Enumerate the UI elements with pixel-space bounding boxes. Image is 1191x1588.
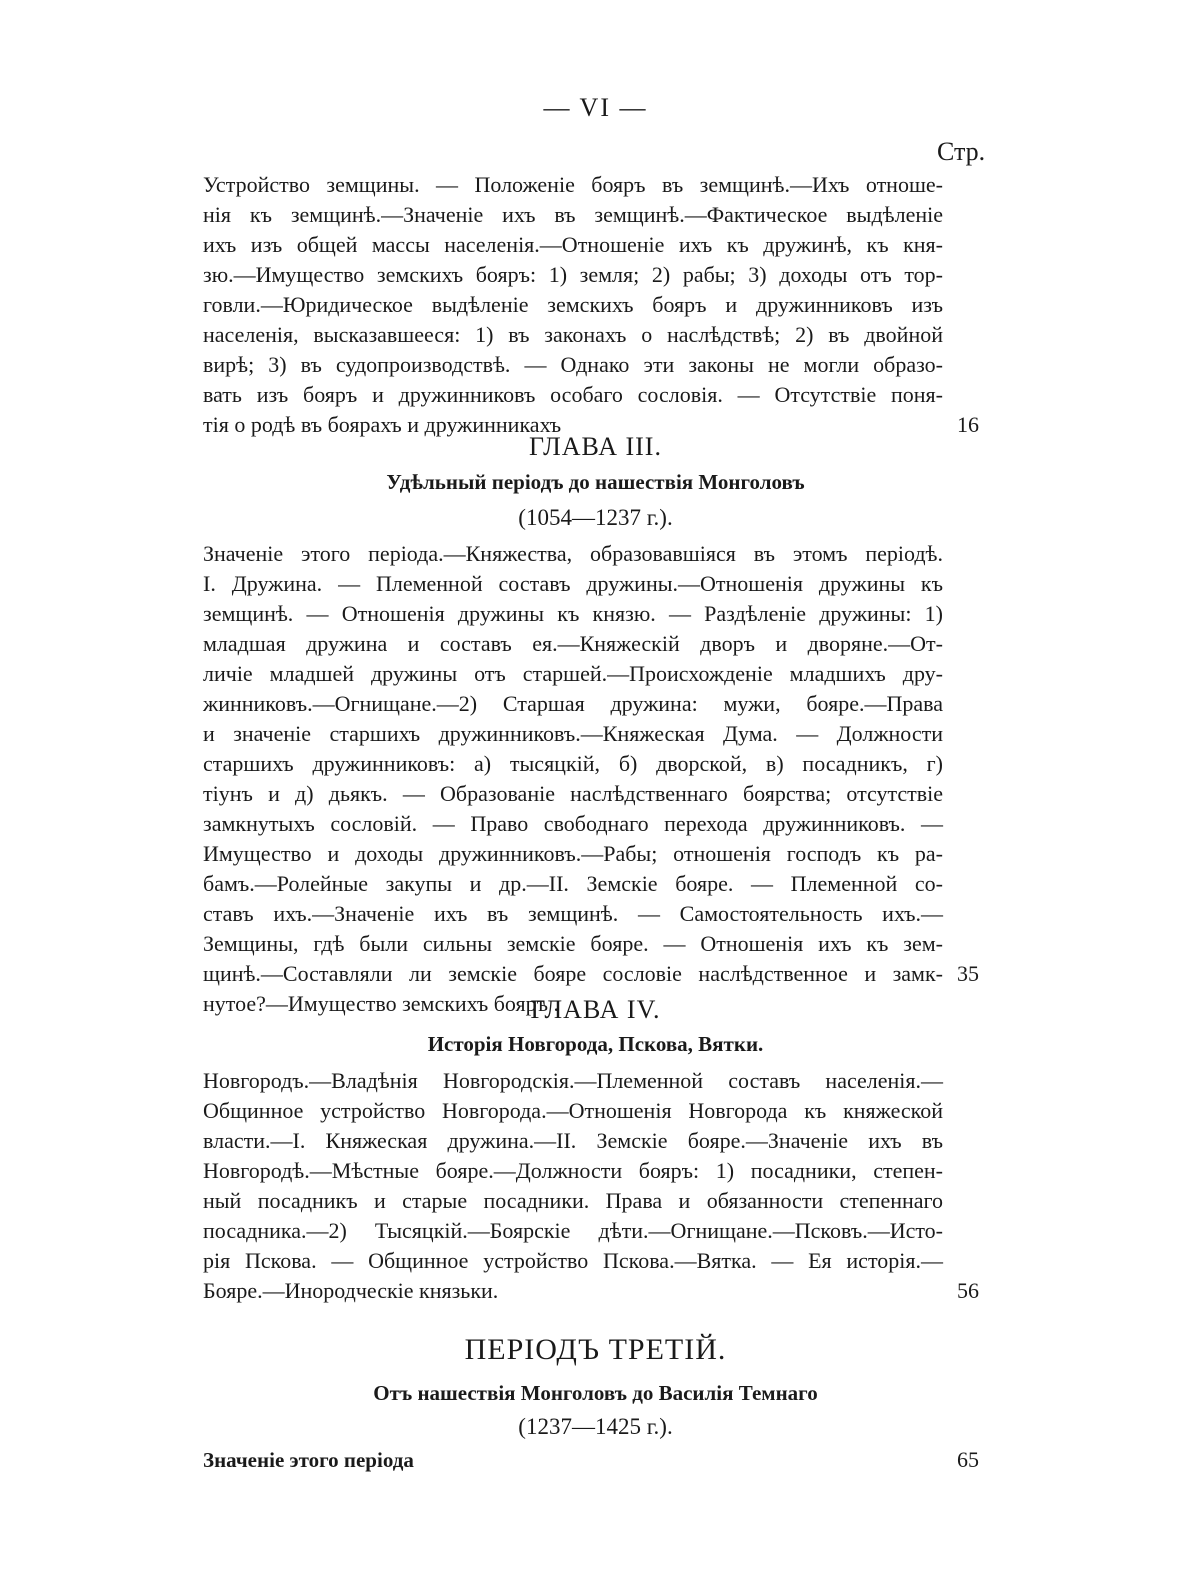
text-line: населенія, высказавшееся: 1) въ законахъ о наслѣдствѣ; 2) въ двойной [203,322,943,347]
text-line: зю.—Имущество земскихъ бояръ: 1) земля; 2) рабы; 3) доходы отъ тор- [203,262,943,287]
page-number: — VI — [543,93,648,122]
period3-page-ref: 65 [957,1447,979,1472]
chapter4-text [203,1066,943,1306]
period3-title: ПЕРІОДЪ ТРЕТІЙ. [464,1333,727,1366]
text-line: Новгородѣ.—Мѣстные бояре.—Должности бояръ: 1) посадники, степен- [203,1158,943,1183]
text-line: Земщины, гдѣ были сильны земскіе бояре. — Отношенія ихъ къ зем- [203,931,943,956]
text-line: Устройство земщины. — Положеніе бояръ въ земщинѣ.—Ихъ отноше- [203,172,943,197]
text-line: Значеніе этого періода [203,1448,414,1472]
text-line: нутое?—Имущество земскихъ бояръ . [203,991,559,1016]
chapter4-title: ГЛАВА IV. [530,995,661,1024]
chapter3-text [203,539,943,1019]
text-line: Общинное устройство Новгорода.—Отношенія Новгорода къ княжеской [203,1098,943,1123]
text-line: посадника.—2) Тысяцкій.—Боярскіе дѣти.—Огнищане.—Псковъ.—Исто- [203,1218,943,1243]
text-line: вать изъ бояръ и дружинниковъ особаго сословія. — Отсутствіе поня- [203,382,943,407]
text-line: бамъ.—Ролейные закупы и др.—II. Земскіе бояре. — Племенной со- [203,871,943,896]
text-line: вирѣ; 3) въ судопроизводствѣ. — Однако эти законы не могли образо- [203,352,943,377]
text-line: замкнутыхъ сословій. — Право свободнаго перехода дружинниковъ. — [203,811,943,836]
chapter3-page-ref: 35 [957,961,979,986]
text-line: ставъ ихъ.—Значеніе ихъ въ земщинѣ. — Самостоятельность ихъ.— [203,901,943,926]
text-line: Значеніе этого періода.—Княжества, образовавшіяся въ этомъ періодѣ. [203,541,943,566]
period3-years: (1237—1425 г.). [518,1414,673,1439]
text-line: старшихъ дружинниковъ: а) тысяцкій, б) дворской, в) посадникъ, г) [203,751,943,776]
text-line: и значеніе старшихъ дружинниковъ.—Княжеская Дума. — Должности [203,721,943,746]
section1-text [203,170,943,440]
section1-page-ref: 16 [957,412,979,437]
text-line: ный посадникъ и старые посадники. Права и обязанности степеннаго [203,1188,943,1213]
text-line: личіе младшей дружины отъ старшей.—Происхожденіе младшихъ дру- [203,661,943,686]
chapter3-years: (1054—1237 г.). [518,505,673,530]
text-line: власти.—I. Княжеская дружина.—II. Земскіе бояре.—Значеніе ихъ въ [203,1128,943,1153]
page-column-label: Стр. [937,137,986,166]
chapter4-page-ref: 56 [957,1278,979,1303]
text-line: тіунъ и д) дьякъ. — Образованіе наслѣдственнаго боярства; отсутствіе [203,781,943,806]
period3-subtitle: Отъ нашествія Монголовъ до Василія Темнаго [373,1381,818,1405]
chapter3-title: ГЛАВА III. [529,432,662,461]
text-line: Бояре.—Инородческіе князьки. [203,1278,499,1303]
text-line: младшая дружина и составъ ея.—Княжескій дворъ и дворяне.—От- [203,631,943,656]
text-line: рія Пскова. — Общинное устройство Пскова.—Вятка. — Ея исторія.— [203,1248,943,1273]
period3-text [203,1445,943,1475]
text-line: жинниковъ.—Огнищане.—2) Старшая дружина: мужи, бояре.—Права [203,691,943,716]
text-line: говли.—Юридическое выдѣленіе земскихъ бояръ и дружинниковъ изъ [203,292,943,317]
text-line: нія къ земщинѣ.—Значеніе ихъ въ земщинѣ.—Фактическое выдѣленіе [203,202,943,227]
text-line: ихъ изъ общей массы населенія.—Отношеніе ихъ къ дружинѣ, къ кня- [203,232,943,257]
text-line: тія о родѣ въ боярахъ и дружинникахъ [203,412,562,437]
text-line: Новгородъ.—Владѣнія Новгородскія.—Племенной составъ населенія.— [203,1068,943,1093]
text-line: Имущество и доходы дружинниковъ.—Рабы; отношенія господъ къ ра- [203,841,943,866]
text-line: земщинѣ. — Отношенія дружины къ князю. — Раздѣленіе дружины: 1) [203,601,943,626]
chapter3-subtitle: Удѣльный періодъ до нашествія Монголовъ [386,470,805,494]
text-line: щинѣ.—Составляли ли земскіе бояре сословіе наслѣдственное и замк- [203,961,943,986]
text-line: I. Дружина. — Племенной составъ дружины.—Отношенія дружины къ [203,571,943,596]
chapter4-subtitle: Исторія Новгорода, Пскова, Вятки. [427,1032,764,1056]
